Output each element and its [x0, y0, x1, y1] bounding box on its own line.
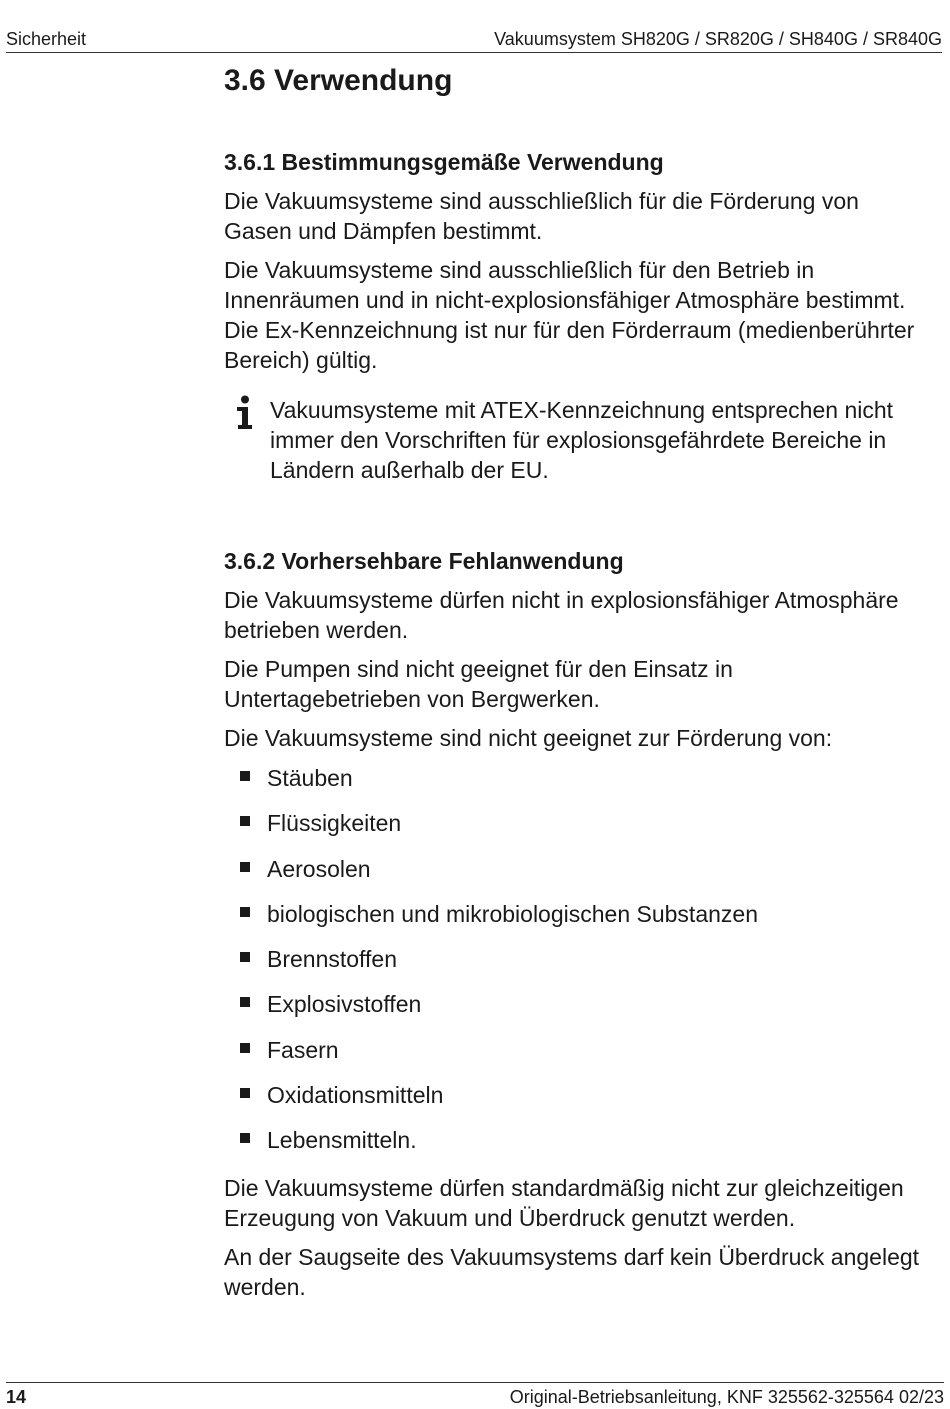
list-item: Flüssigkeiten — [224, 808, 928, 853]
paragraph: An der Saugseite des Vakuumsystems darf kein Überdruck angelegt werden. — [224, 1244, 920, 1301]
paragraph: Die Pumpen sind nicht geeignet für den Einsatz in Untertagebetrieben von Bergwerken. — [224, 656, 733, 712]
info-note — [224, 395, 928, 485]
bullet-square-icon — [240, 1088, 250, 1098]
unsuitable-media-list — [224, 763, 928, 1165]
list-item: Fasern — [224, 1035, 928, 1080]
note-text: Vakuumsysteme mit ATEX-Kennzeichnung entsprechen nicht immer den Vorschriften für explosionsgefährdete Bereiche in Ländern außerhalb der EU. — [270, 397, 894, 483]
bullet-square-icon — [240, 1133, 250, 1143]
paragraph: Die Vakuumsysteme sind nicht geeignet zur Förderung von: — [224, 725, 833, 751]
section-heading-intended-use: 3.6.1 Bestimmungsgemäße Verwendung — [224, 149, 664, 175]
paragraph: Die Vakuumsysteme dürfen nicht in explosionsfähiger Atmosphäre betrieben werden. — [224, 587, 899, 643]
page-number: 14 — [6, 1387, 27, 1407]
bullet-square-icon — [240, 1043, 250, 1053]
list-item: Oxidationsmitteln — [224, 1080, 928, 1125]
list-item: Explosivstoffen — [224, 989, 928, 1034]
bullet-square-icon — [240, 907, 250, 917]
bullet-square-icon — [240, 952, 250, 962]
header-product: Vakuumsystem SH820G / SR820G / SH840G / SR840G — [494, 29, 942, 49]
list-item: Aerosolen — [224, 854, 928, 899]
page-title: 3.6 Verwendung — [224, 64, 453, 97]
list-item: Lebensmitteln. — [224, 1125, 928, 1165]
list-item: Stäuben — [224, 763, 928, 808]
section-heading-misuse: 3.6.2 Vorhersehbare Fehlanwendung — [224, 548, 624, 574]
header-section: Sicherheit — [6, 29, 87, 49]
bullet-square-icon — [240, 862, 250, 872]
paragraph: Die Vakuumsysteme sind ausschließlich für die Förderung von Gasen und Dämpfen bestimmt. — [224, 188, 859, 244]
document-reference: Original-Betriebsanleitung, KNF 325562-325564 02/23 — [509, 1387, 944, 1407]
page-header — [6, 28, 942, 53]
paragraph: Die Vakuumsysteme sind ausschließlich für den Betrieb in Innenräumen und in nicht-explosionsfähiger Atmosphäre bestimmt. Die Ex-Kennzeichnung ist nur für den Förderraum (medienberührter Bereich) gültig. — [224, 257, 915, 373]
list-item: Brennstoffen — [224, 944, 928, 989]
paragraph: Die Vakuumsysteme dürfen standardmäßig nicht zur gleichzeitigen Erzeugung von Vakuum und Überdruck genutzt werden. — [224, 1175, 904, 1232]
page-footer — [6, 1382, 944, 1408]
bullet-square-icon — [240, 997, 250, 1007]
info-icon — [234, 395, 256, 431]
bullet-square-icon — [240, 771, 250, 781]
page-content — [224, 62, 928, 1311]
list-item: biologischen und mikrobiologischen Substanzen — [224, 899, 928, 944]
bullet-square-icon — [240, 816, 250, 826]
